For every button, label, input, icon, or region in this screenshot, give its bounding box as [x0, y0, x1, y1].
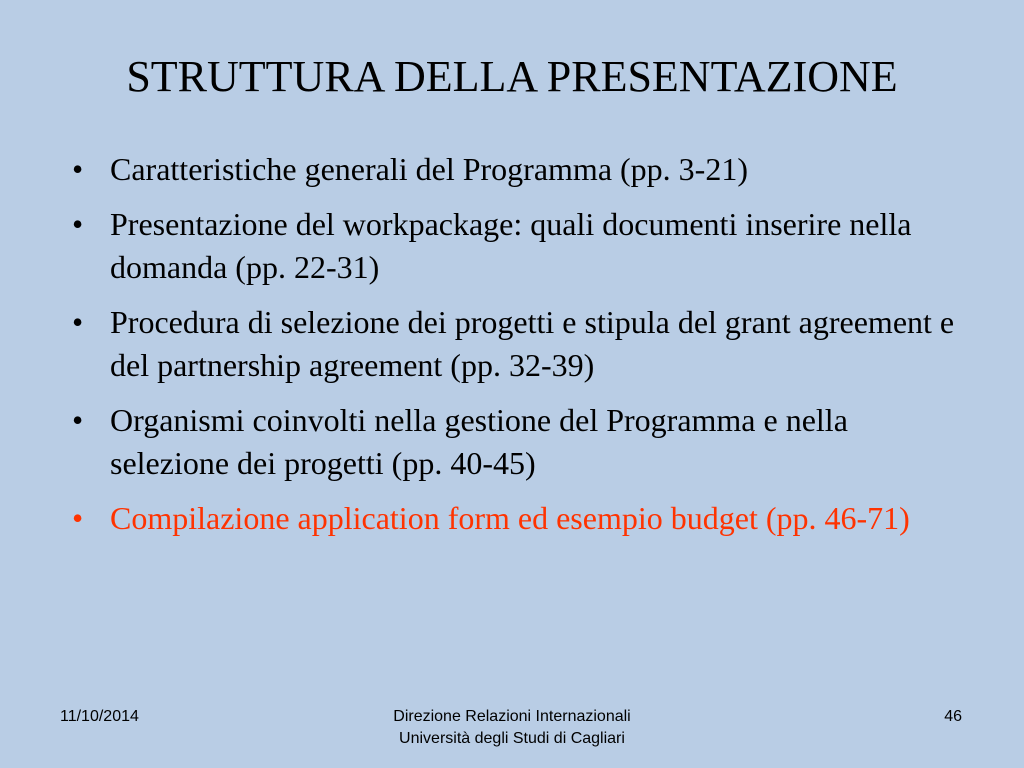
bullet-icon: • [72, 304, 84, 340]
footer-org-line2: Università degli Studi di Cagliari [399, 730, 625, 747]
bullet-icon: • [72, 500, 84, 536]
footer-organization [312, 706, 712, 750]
bullet-icon: • [72, 402, 84, 438]
bullet-item-4 [72, 399, 972, 485]
bullet-icon: • [72, 151, 84, 187]
bullet-item-1 [72, 148, 972, 191]
bullet-text-3: Procedura di selezione dei progetti e stipula del grant agreement e del partnership agreement (pp. 32-39) [110, 304, 955, 383]
bullet-list [72, 148, 972, 552]
bullet-text-4: Organismi coinvolti nella gestione del Programma e nella selezione dei progetti (pp. 40-45) [110, 402, 848, 481]
bullet-text-1: Caratteristiche generali del Programma (pp. 3-21) [110, 151, 748, 187]
bullet-item-3 [72, 301, 972, 387]
bullet-icon: • [72, 206, 84, 242]
footer-org-line1: Direzione Relazioni Internazionali [393, 708, 631, 725]
footer-date: 11/10/2014 [60, 708, 139, 725]
bullet-item-5-highlighted [72, 497, 972, 540]
bullet-item-2 [72, 203, 972, 289]
slide-title: STRUTTURA DELLA PRESENTAZIONE [126, 52, 898, 101]
bullet-text-5: Compilazione application form ed esempio budget (pp. 46-71) [110, 500, 910, 536]
footer-page-number: 46 [944, 708, 962, 725]
bullet-text-2: Presentazione del workpackage: quali documenti inserire nella domanda (pp. 22-31) [110, 206, 912, 285]
